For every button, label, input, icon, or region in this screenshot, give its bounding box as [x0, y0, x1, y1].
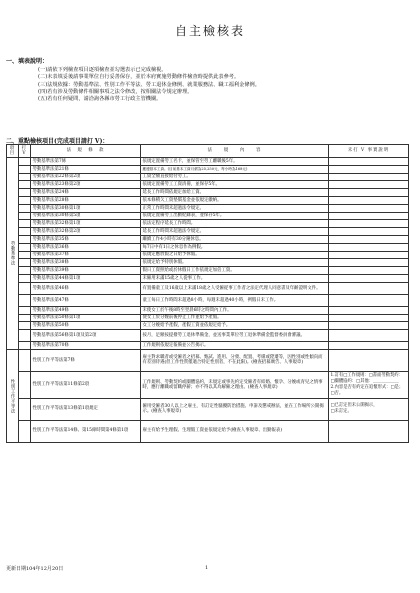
law-article-cell: 勞動基準法第28條: [31, 196, 141, 204]
law-article-cell: 勞動基準法第30條第1項: [31, 204, 141, 212]
instruction-item: (三)法規依據：勞動基準法、性別工作平等法、勞工退休金條例、就業服務法、職工福利金條例。: [38, 81, 260, 88]
law-content-cell: 假日工資照給或於休假日工作依規定加倍工資。: [141, 267, 329, 275]
table-row: [7, 398, 409, 420]
table-row: [7, 158, 409, 166]
law-article-cell: 勞動基準法第32條第1項: [31, 220, 141, 228]
check-cell[interactable]: [19, 189, 31, 197]
law-content-cell: 繼續工作4小時有30分鐘休息。: [141, 235, 329, 243]
table-row: [7, 243, 409, 251]
table-row: [7, 196, 409, 204]
check-cell[interactable]: [19, 314, 31, 322]
table-row: [7, 165, 409, 173]
instruction-item: (五)若有任何疑問，請洽詢各縣市勞工行政主管機關。: [38, 96, 162, 103]
table-row: [7, 251, 409, 259]
table-row: [7, 349, 409, 371]
law-article-cell: 勞動基準法第22條第2項: [31, 173, 141, 181]
table-row: [7, 212, 409, 220]
header-item: 項目: [7, 145, 19, 158]
check-cell[interactable]: [19, 398, 31, 420]
check-cell[interactable]: [19, 212, 31, 220]
law-content-cell: 依規定應放假之日給予休假。: [141, 251, 329, 259]
note-cell[interactable]: [329, 306, 409, 314]
check-cell[interactable]: [19, 196, 31, 204]
table-row: [7, 220, 409, 228]
law-content-cell: 未使女工於午後8時至翌晨6時之時間內工作。: [141, 306, 329, 314]
law-content-cell: 依法定程序延長工作時間。: [141, 220, 329, 228]
instructions-list: [38, 67, 408, 103]
table-row: [7, 294, 409, 306]
note-cell[interactable]: [329, 420, 409, 442]
note-cell[interactable]: [329, 181, 409, 189]
law-content-cell: 女工分娩給予產假，產假工資並依規定給予。: [141, 322, 329, 330]
page-number: 1: [205, 565, 209, 571]
law-article-cell: 勞動基準法第50條: [31, 322, 141, 330]
law-content-cell: 童工每日工作時間未超過8小時，每週未超過40小時，例假日未工作。: [141, 294, 329, 306]
law-content-cell: 工作規則、勞動契約或團體協約，未規定或事先約定受僱者有結婚、懷孕、分娩或育兒之情事時，應行離職或留職停薪；亦不得以其為解僱之理由。(檢查人事規章): [141, 371, 329, 398]
check-cell[interactable]: [19, 282, 31, 294]
law-article-cell: 勞動基準法第44條第1項: [31, 274, 141, 282]
note-cell[interactable]: [329, 294, 409, 306]
table-row: [7, 322, 409, 330]
law-content-cell: 應遵基本工資。(目前基本工資月薪為25,250元，每小時為168元): [141, 165, 329, 173]
law-article-cell: 勞動基準法第7條: [31, 158, 141, 166]
check-cell[interactable]: [19, 322, 31, 330]
law-article-cell: 性別工作平等法第7條: [31, 349, 141, 371]
law-content-cell: 延長工作時間依規定加給工資。: [141, 189, 329, 197]
law-content-cell: 按月，足額按提撥勞工退休準備金，並送事業單位勞工退休準備金監督委員會審議。: [141, 330, 329, 342]
note-cell[interactable]: [329, 342, 409, 350]
law-article-cell: 勞動基準法第46條: [31, 282, 141, 294]
section-checklist-heading: 二、重點檢核項目(完成項目請打 V)：: [6, 138, 109, 145]
check-cell[interactable]: [19, 228, 31, 236]
note-cell[interactable]: [329, 251, 409, 259]
category-cell: 性別工作平等法: [7, 349, 19, 442]
check-cell[interactable]: [19, 274, 31, 282]
note-cell-harassment[interactable]: [329, 398, 409, 420]
table-row: [7, 259, 409, 267]
table-row: [7, 420, 409, 442]
law-content-cell: 每7日中有1日之休息作為例假。: [141, 243, 329, 251]
note-cell[interactable]: [329, 322, 409, 330]
table-row: [7, 371, 409, 398]
check-cell[interactable]: [19, 220, 31, 228]
law-content-cell: 使女工於分娩前後停止工作並給予產假。: [141, 314, 329, 322]
category-cell: 勞動基準法: [7, 158, 19, 350]
law-content-cell: 雇主有給予生理假、生理假工資並依規定給予(檢查人事規章、出勤報表): [141, 420, 329, 442]
note-cell[interactable]: [329, 330, 409, 342]
check-cell[interactable]: [19, 342, 31, 350]
table-row: [7, 282, 409, 294]
table-row: [7, 306, 409, 314]
note-cell[interactable]: [329, 267, 409, 275]
check-cell[interactable]: [19, 165, 31, 173]
law-article-cell: 勞動基準法第50條第1項: [31, 314, 141, 322]
note-line: □已訂定但未公開揭示，: [330, 403, 378, 409]
checklist-table: [6, 144, 409, 443]
check-cell[interactable]: [19, 235, 31, 243]
law-article-cell: 勞動基準法第37條: [31, 251, 141, 259]
note-cell[interactable]: [329, 243, 409, 251]
check-cell[interactable]: [19, 251, 31, 259]
table-row: [7, 181, 409, 189]
note-cell[interactable]: [329, 165, 409, 173]
table-row: [7, 267, 409, 275]
law-content-cell: 工資全額直接給付勞工。: [141, 173, 329, 181]
law-article-cell: 勞動基準法第21條: [31, 165, 141, 173]
table-row: [7, 204, 409, 212]
check-cell[interactable]: [19, 181, 31, 189]
note-cell[interactable]: [329, 189, 409, 197]
law-article-cell: 勞動基準法第39條: [31, 267, 141, 275]
check-cell[interactable]: [19, 420, 31, 442]
note-line: 1.訂有□工作規則：□書面勞動契約：□團體協約：□其他：＿＿＿＿＿＿: [330, 372, 403, 384]
law-article-cell: 勞動基準法第70條: [31, 342, 141, 350]
update-date: 更新日期104年12月20日: [6, 566, 64, 572]
law-article-cell: 勞動基準法第49條: [31, 306, 141, 314]
header-content: 法 規 內 容: [141, 145, 329, 158]
law-article-cell: 勞動基準法第35條: [31, 235, 141, 243]
law-article-cell: 性別工作平等法第11條第2項: [31, 371, 141, 398]
note-cell[interactable]: [329, 282, 409, 294]
section-instructions-heading: 一、填表說明：: [6, 58, 49, 65]
note-cell[interactable]: [329, 274, 409, 282]
instruction-item: (四)若有涉及勞動條件相關事項之法令修改，按相關法令規定辦理。: [38, 88, 193, 95]
header-note: 未打 V 事實說明: [329, 145, 409, 158]
check-cell[interactable]: [19, 294, 31, 306]
check-cell[interactable]: [19, 349, 31, 371]
law-content-cell: 有置備童工及16歲以上未滿18歲之人受僱從事工作者之法定代理人同意書及年齡證明文件。: [141, 282, 329, 294]
table-row: [7, 330, 409, 342]
law-article-cell: 性別工作平等法第14條、第15條時間第4條第1項: [31, 420, 141, 442]
instruction-item: (二)未表填妥後請事業單位自行妥善保存，並於本府實施勞動條件檢查時提供此表參考。: [38, 74, 240, 81]
law-article-cell: 勞動基準法第36條: [31, 243, 141, 251]
law-article-cell: 勞動基準法第56條第1項及第2項: [31, 330, 141, 342]
note-cell[interactable]: [329, 212, 409, 220]
note-cell[interactable]: [329, 196, 409, 204]
check-cell[interactable]: [19, 243, 31, 251]
law-content-cell: 工作規則依規定報備並公告揭示。: [141, 342, 329, 350]
law-content-cell: 依規定置備勞工出勤紀錄表，並保存5年。: [141, 212, 329, 220]
law-article-cell: 勞動基準法第47條: [31, 294, 141, 306]
law-content-cell: 依規定給予特別休假。: [141, 259, 329, 267]
note-cell[interactable]: [329, 158, 409, 166]
note-line: 2.內容是否有約定在追懷形式：□是；□否。: [330, 384, 404, 396]
check-cell[interactable]: [19, 204, 31, 212]
law-content-cell: 延長工作時間未超過法令規定。: [141, 228, 329, 236]
header-law: 法 規 條 款: [31, 145, 141, 158]
law-content-cell: 依規定置備勞工工資清冊，並保存5年。: [141, 181, 329, 189]
law-content-cell: 依本條積欠工資墊償基金並依規定繳納。: [141, 196, 329, 204]
law-content-cell: 僱用受僱者30人以上之雇主，有訂定性騷擾防治措施、申訴及懲戒辦法，並在工作場所公開揭示。(檢查人事規章): [141, 398, 329, 420]
instruction-item: (一)請依下列檢查項目逐項檢查並勾選表示已完成檢視。: [38, 67, 167, 73]
note-cell[interactable]: [329, 314, 409, 322]
table-row: [7, 228, 409, 236]
check-cell[interactable]: [19, 267, 31, 275]
note-line: □未訂定。: [330, 409, 352, 415]
check-cell[interactable]: [19, 371, 31, 398]
check-cell[interactable]: [19, 330, 31, 342]
note-cell[interactable]: [329, 235, 409, 243]
law-article-cell: 勞動基準法第38條: [31, 259, 141, 267]
table-row: [7, 314, 409, 322]
law-article-cell: 勞動基準法第30條第5項: [31, 212, 141, 220]
note-cell[interactable]: [329, 204, 409, 212]
law-article-cell: 勞動基準法第23條第2項: [31, 181, 141, 189]
table-row: [7, 342, 409, 350]
law-content-cell: 雇主對求職者或受僱者之招募、甄試、進用、分發、配置、考績或陞遷等，因性別或性傾向而有差別待遇(但工作性質僅適合特定性別者，不在此限)。(檢查招募廣告、人事規章): [141, 349, 329, 371]
check-cell[interactable]: [19, 173, 31, 181]
law-content-cell: 正常工作時間未超過法令規定。: [141, 204, 329, 212]
table-row: [7, 189, 409, 197]
table-row: [7, 235, 409, 243]
note-cell[interactable]: [329, 349, 409, 371]
law-article-cell: 性別工作平等法第13條第1項規定: [31, 398, 141, 420]
check-cell[interactable]: [19, 259, 31, 267]
table-row: [7, 173, 409, 181]
note-cell-sex-equity[interactable]: [329, 371, 409, 398]
law-article-cell: 勞動基準法第32條第2項: [31, 228, 141, 236]
table-row: [7, 274, 409, 282]
note-cell[interactable]: [329, 220, 409, 228]
check-cell[interactable]: [19, 306, 31, 314]
note-cell[interactable]: [329, 173, 409, 181]
check-cell[interactable]: [19, 158, 31, 166]
note-cell[interactable]: [329, 259, 409, 267]
law-content-cell: 未僱用未滿15歲之人從事工作。: [141, 274, 329, 282]
law-article-cell: 勞動基準法第24條: [31, 189, 141, 197]
page-title: 自主檢核表: [174, 24, 245, 38]
header-check: 打 V: [19, 145, 31, 158]
note-cell[interactable]: [329, 228, 409, 236]
law-content-cell: 依規定置備勞工名卡，並保管至勞工離職後5年。: [141, 158, 329, 166]
